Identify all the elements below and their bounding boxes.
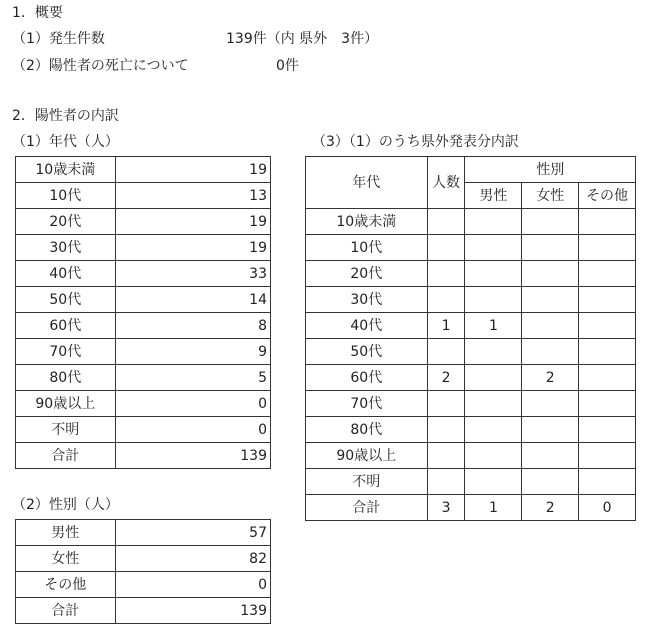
- overview-heading: 1．概要: [12, 5, 63, 21]
- outside-row-count: [427, 443, 465, 469]
- table-row: [16, 546, 271, 572]
- outside-row-other: [579, 209, 636, 235]
- age-row-label: 合計: [16, 443, 116, 469]
- age-row-value: 19: [115, 157, 270, 183]
- age-row-label: 40代: [16, 261, 116, 287]
- outside-header-male: 男性: [465, 183, 522, 209]
- outside-row-female: 2: [522, 495, 579, 521]
- table-row: [16, 417, 271, 443]
- age-row-label: 80代: [16, 365, 116, 391]
- sex-row-label: 女性: [16, 546, 116, 572]
- age-row-value: 5: [115, 365, 270, 391]
- outside-row-other: [579, 313, 636, 339]
- occurrence-count-label: （1）発生件数: [12, 31, 105, 47]
- outside-row-male: 1: [465, 495, 522, 521]
- outside-row-label: 50代: [306, 339, 428, 365]
- outside-row-count: 2: [427, 365, 465, 391]
- outside-row-other: [579, 417, 636, 443]
- age-row-label: 10代: [16, 183, 116, 209]
- outside-row-count: [427, 469, 465, 495]
- table-row: [16, 520, 271, 546]
- table-row: [16, 183, 271, 209]
- outside-row-count: 1: [427, 313, 465, 339]
- outside-row-other: [579, 261, 636, 287]
- age-table-title: （1）年代（人）: [12, 134, 119, 150]
- table-row: [16, 598, 271, 624]
- outside-row-female: 2: [522, 365, 579, 391]
- table-row: [16, 287, 271, 313]
- sex-table-title: （2）性別（人）: [12, 497, 119, 513]
- table-row: [16, 443, 271, 469]
- outside-row-female: [522, 339, 579, 365]
- outside-row-male: [465, 469, 522, 495]
- age-row-label: 30代: [16, 235, 116, 261]
- outside-row-other: 0: [579, 495, 636, 521]
- table-row: [306, 209, 636, 235]
- outside-row-female: [522, 313, 579, 339]
- outside-row-label: 10歳未満: [306, 209, 428, 235]
- table-row: [306, 235, 636, 261]
- outside-row-count: [427, 339, 465, 365]
- age-row-value: 139: [115, 443, 270, 469]
- table-row: [306, 261, 636, 287]
- outside-row-label: 80代: [306, 417, 428, 443]
- age-row-value: 13: [115, 183, 270, 209]
- table-row: [306, 391, 636, 417]
- outside-row-label: 90歳以上: [306, 443, 428, 469]
- outside-row-female: [522, 209, 579, 235]
- outside-table-title: （3）（1）のうち県外発表分内訳: [312, 134, 519, 150]
- outside-row-label: 不明: [306, 469, 428, 495]
- outside-row-male: [465, 261, 522, 287]
- table-row: [16, 261, 271, 287]
- outside-row-label: 70代: [306, 391, 428, 417]
- outside-row-other: [579, 443, 636, 469]
- outside-header-count: 人数: [427, 157, 465, 209]
- outside-row-label: 合計: [306, 495, 428, 521]
- age-row-label: 10歳未満: [16, 157, 116, 183]
- age-row-label: 50代: [16, 287, 116, 313]
- outside-row-count: [427, 261, 465, 287]
- age-row-value: 0: [115, 391, 270, 417]
- outside-row-female: [522, 235, 579, 261]
- table-row: [16, 209, 271, 235]
- outside-row-count: [427, 417, 465, 443]
- sex-row-value: 0: [115, 572, 270, 598]
- outside-row-other: [579, 339, 636, 365]
- outside-row-male: [465, 235, 522, 261]
- outside-row-count: [427, 287, 465, 313]
- outside-row-other: [579, 365, 636, 391]
- outside-row-male: [465, 339, 522, 365]
- outside-header-other: その他: [579, 183, 636, 209]
- table-row: [306, 287, 636, 313]
- sex-table: [15, 519, 271, 624]
- death-count-label: （2）陽性者の死亡について: [12, 58, 189, 74]
- outside-row-count: [427, 235, 465, 261]
- outside-table: [305, 156, 636, 521]
- outside-row-other: [579, 235, 636, 261]
- age-row-label: 60代: [16, 313, 116, 339]
- table-row: [16, 365, 271, 391]
- table-row: [16, 572, 271, 598]
- age-row-label: 20代: [16, 209, 116, 235]
- outside-row-label: 10代: [306, 235, 428, 261]
- age-row-label: 不明: [16, 417, 116, 443]
- sex-row-value: 57: [115, 520, 270, 546]
- outside-row-label: 30代: [306, 287, 428, 313]
- outside-row-female: [522, 443, 579, 469]
- table-row: [16, 157, 271, 183]
- sex-row-label: 男性: [16, 520, 116, 546]
- occurrence-count-value: 139件（内 県外 3件）: [226, 31, 379, 47]
- table-row: [16, 339, 271, 365]
- table-row: [16, 235, 271, 261]
- table-row: [306, 443, 636, 469]
- age-row-value: 33: [115, 261, 270, 287]
- age-table: [15, 156, 271, 469]
- age-row-value: 8: [115, 313, 270, 339]
- age-row-value: 0: [115, 417, 270, 443]
- age-row-label: 70代: [16, 339, 116, 365]
- sex-row-label: その他: [16, 572, 116, 598]
- outside-row-male: 1: [465, 313, 522, 339]
- outside-row-male: [465, 391, 522, 417]
- outside-row-count: 3: [427, 495, 465, 521]
- table-row: [306, 365, 636, 391]
- outside-header-age: 年代: [306, 157, 428, 209]
- table-row: [16, 391, 271, 417]
- outside-row-male: [465, 209, 522, 235]
- table-row: [16, 313, 271, 339]
- age-row-value: 14: [115, 287, 270, 313]
- outside-row-label: 40代: [306, 313, 428, 339]
- table-row: [306, 313, 636, 339]
- outside-row-other: [579, 469, 636, 495]
- outside-row-count: [427, 209, 465, 235]
- sex-row-value: 82: [115, 546, 270, 572]
- outside-row-other: [579, 287, 636, 313]
- outside-header-sex: 性別: [465, 157, 636, 183]
- breakdown-heading: 2．陽性者の内訳: [12, 108, 119, 124]
- outside-row-female: [522, 391, 579, 417]
- outside-row-female: [522, 469, 579, 495]
- outside-header-female: 女性: [522, 183, 579, 209]
- outside-row-label: 60代: [306, 365, 428, 391]
- outside-row-male: [465, 417, 522, 443]
- age-row-value: 19: [115, 235, 270, 261]
- table-row: [306, 495, 636, 521]
- sex-row-label: 合計: [16, 598, 116, 624]
- age-row-value: 19: [115, 209, 270, 235]
- outside-row-female: [522, 287, 579, 313]
- age-row-value: 9: [115, 339, 270, 365]
- outside-row-female: [522, 261, 579, 287]
- outside-row-female: [522, 417, 579, 443]
- age-row-label: 90歳以上: [16, 391, 116, 417]
- outside-row-male: [465, 287, 522, 313]
- table-row: [306, 417, 636, 443]
- outside-row-male: [465, 443, 522, 469]
- sex-row-value: 139: [115, 598, 270, 624]
- outside-row-count: [427, 391, 465, 417]
- death-count-value: 0件: [276, 58, 299, 74]
- table-row: [306, 469, 636, 495]
- outside-row-label: 20代: [306, 261, 428, 287]
- table-row: [306, 339, 636, 365]
- outside-row-other: [579, 391, 636, 417]
- outside-row-male: [465, 365, 522, 391]
